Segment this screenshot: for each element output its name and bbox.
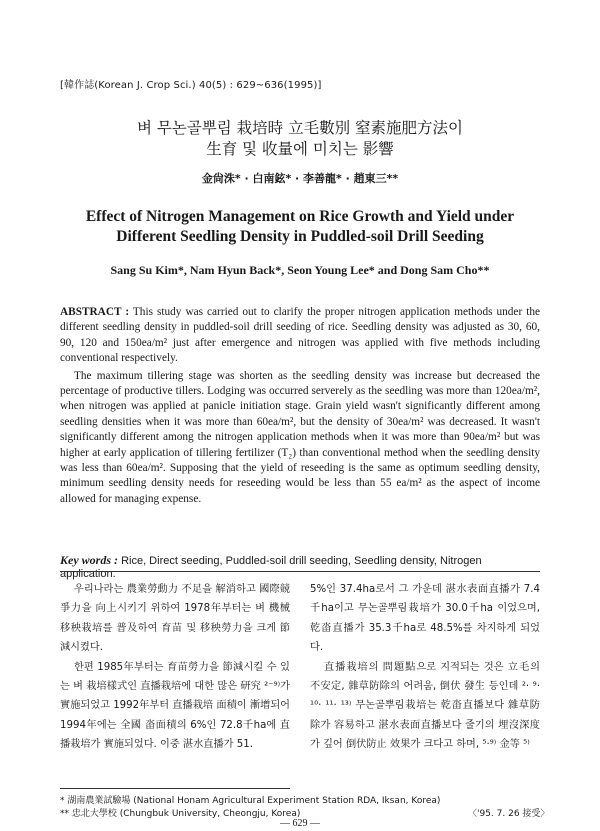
english-title-line-2: Different Seedling Density in Puddled-soil Drill Seeding: [116, 228, 484, 245]
body-left-paragraph-2: 한편 1985年부터는 育苗勞力을 節減시킬 수 있는 벼 栽培樣式인 直播栽培에 대한 많은 研究 ²⁻⁹⁾가 實施되었고 1992年부터 直播栽培 面積이 漸增되어 1994年에는 全國 畓面積의 6%인 72.8千ha에 直播栽培가 實施되었다. 이중 湛水直播가 51.: [60, 661, 290, 751]
korean-title-line-2: 生育 및 收量에 미치는 影響: [206, 140, 394, 158]
keywords-divider: [60, 571, 540, 572]
keywords: [60, 553, 540, 582]
body-right-paragraph-2: 直播栽培의 問題點으로 지적되는 것은 立毛의 不安定, 雜草防除의 어려움, 倒伏 發生 등인데 ²· ⁹· ¹⁰· ¹¹· ¹³⁾ 무논골뿌림栽培는 乾畓直播보다 雜草防除가 容易하고 湛水表面直播보다 줄기의 埋沒深度가 깊어 倒伏防止 效果가 크다고 하며, ⁵·⁹⁾ 金等 ⁵⁾: [310, 661, 540, 751]
abstract-label: ABSTRACT :: [60, 306, 130, 318]
body-column-right: [310, 580, 540, 755]
footnote-2: ** 忠北大學校 (Chungbuk University, Cheongju, Korea): [60, 809, 301, 819]
page-number: — 629 —: [280, 818, 320, 829]
english-title-line-1: Effect of Nitrogen Management on Rice Growth and Yield under: [85, 208, 515, 225]
english-authors: Sang Su Kim*, Nam Hyun Back*, Seon Young Lee* and Dong Sam Cho**: [110, 263, 490, 277]
body-right-paragraph-1: 5%인 37.4ha로서 그 가운데 湛水表面直播가 7.4千ha이고 무논골뿌림栽培가 30.0千ha 이었으며, 乾畓直播가 35.3千ha로 48.5%를 차지하게 되었다.: [310, 584, 540, 654]
body-column-left: [60, 580, 290, 755]
footnote-divider: [60, 788, 290, 789]
abstract-paragraph-1: [60, 305, 540, 367]
journal-reference: [韓作誌(Korean J. Crop Sci.) 40(5) : 629~636(1995)]: [60, 80, 322, 91]
received-date: 〈'95. 7. 26 接受〉: [468, 809, 550, 819]
body-left-paragraph-1: 우리나라는 農業勞動力 不足을 解消하고 國際競爭力을 向上시키기 위하여 1978年부터는 벼 機械移秧栽培를 普及하여 育苗 및 移秧勞力을 크게 節減시켰다.: [60, 584, 290, 654]
footnote-1: * 湖南農業試驗場 (National Honam Agricultural Experiment Station RDA, Iksan, Korea): [60, 796, 441, 806]
korean-authors: 金尙洙* · 白南鉉* · 李善龍* · 趙東三**: [201, 172, 399, 185]
korean-title-line-1: 벼 무논골뿌림 栽培時 立毛數別 窒素施肥方法이: [136, 119, 464, 137]
abstract-paragraph-2: The maximum tillering stage was shorten as the seedling density was increase but decreased the percentage of productive tillers. Lodging was occurred serverely as the seedling was more than 120ea/m², when nitrogen was applied at panicle initiation stage. Grain yield wasn't significantly different among seedling densities when it was more than 60ea/m², but the density of 30ea/m² was decreased. It wasn't significantly different among the nitrogen application methods when it was more than 90ea/m² but was higher at early application of tillering fertilizer (T₂) than conventional method when the seedling density was less than 60ea/m². Supposing that the yield of reseeding is the same as optimum seedling density, minimum seedling density needs for reseeding would be less than 55 ea/m² as the aspect of income allowed for managing expense.: [60, 369, 540, 505]
abstract-text-1: This study was carried out to clarify the proper nitrogen application methods under the different seedling density in puddled-soil drill seeding of rice. Seedling density was adjusted as 30, 60, 90, 120 and 150ea/m² just after emergence and nitrogen was applied with five methods including conventional respectively.: [60, 306, 541, 365]
keywords-text: Rice, Direct seeding, Puddled-soil drill seeding, Seedling density, Nitrogen application.: [60, 555, 482, 580]
abstract: [60, 305, 540, 507]
keywords-label: Key words :: [60, 553, 118, 567]
